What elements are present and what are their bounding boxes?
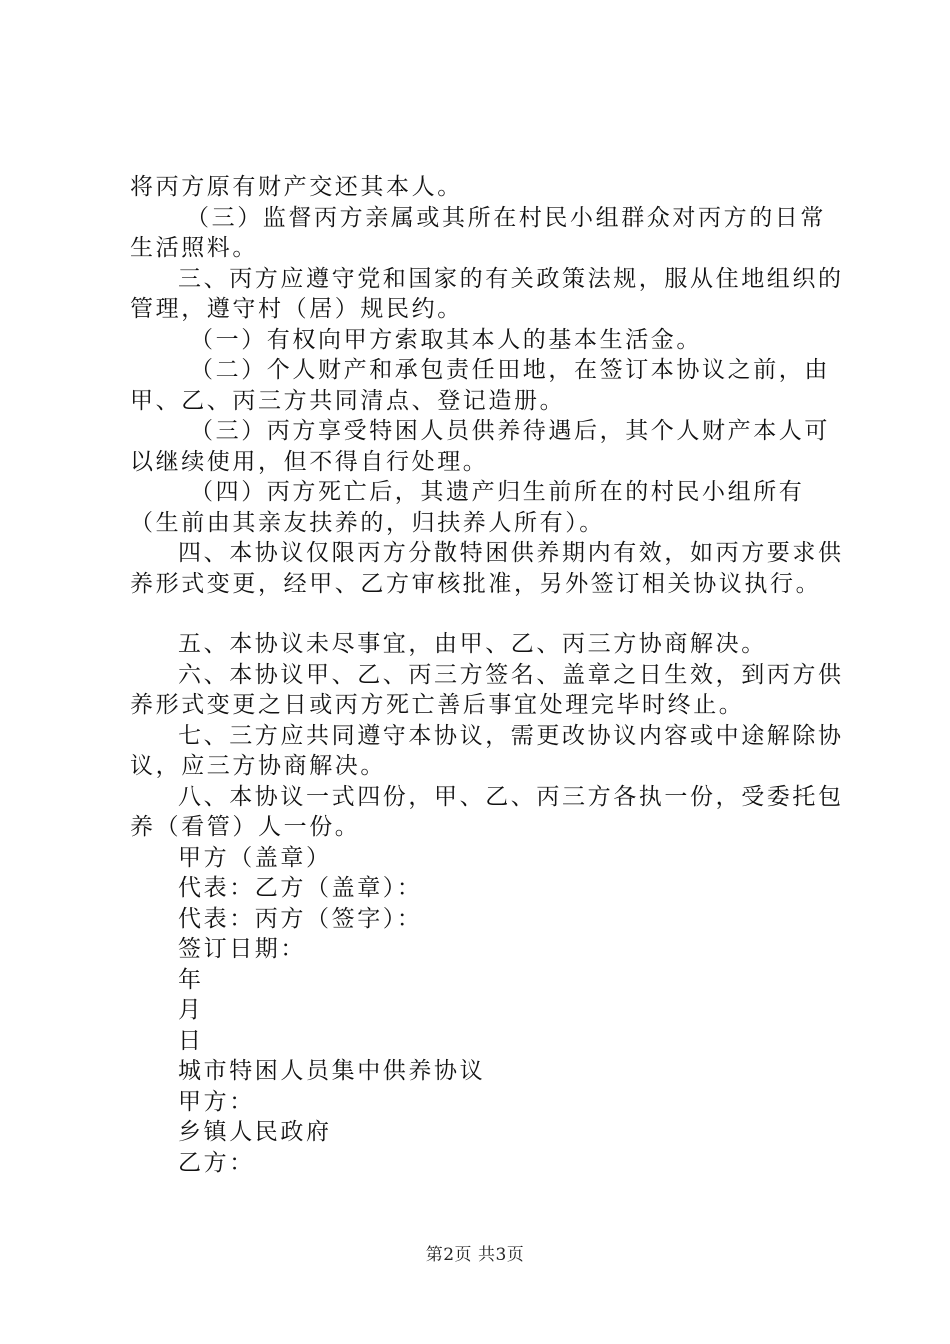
date-year: 年 <box>178 966 204 993</box>
paragraph-clause-2-3: （三）监督丙方亲属或其所在村民小组群众对丙方的日常生活照料。 <box>130 204 826 261</box>
document-body <box>130 172 850 1178</box>
signature-party-a: 甲方（盖章） <box>178 844 332 871</box>
page-number-footer: 第2页 共3页 <box>425 1245 525 1265</box>
paragraph-clause-7: 七、三方应共同遵守本协议，需更改协议内容或中途解除协议，应三方协商解决。 <box>130 722 844 779</box>
signature-party-c: 代表：丙方（签字）： <box>178 905 423 932</box>
paragraph-clause-3-4: （四）丙方死亡后，其遗产归生前所在的村民小组所有（生前由其亲友扶养的，归扶养人所有）。 <box>130 479 805 536</box>
signing-date-label: 签订日期： <box>178 936 306 962</box>
date-day: 日 <box>178 1027 204 1054</box>
paragraph-clause-8: 八、本协议一式四份，甲、乙、丙三方各执一份，受委托包养（看管）人一份。 <box>130 783 844 840</box>
paragraph-clause-3-2: （二）个人财产和承包责任田地，在签订本协议之前，由甲、乙、丙三方共同清点、登记造册。 <box>130 357 830 414</box>
paragraph-clause-3: 三、丙方应遵守党和国家的有关政策法规，服从住地组织的管理，遵守村（居）规民约。 <box>130 265 844 322</box>
next-agreement-title: 城市特困人员集中供养协议 <box>178 1058 486 1084</box>
paragraph-clause-6: 六、本协议甲、乙、丙三方签名、盖章之日生效，到丙方供养形式变更之日或丙方死亡善后事宜处理完毕时终止。 <box>130 661 844 718</box>
paragraph-clause-3-3: （三）丙方享受特困人员供养待遇后，其个人财产本人可以继续使用，但不得自行处理。 <box>130 418 830 475</box>
paragraph-clause-5: 五、本协议未尽事宜，由甲、乙、丙三方协商解决。 <box>178 631 767 657</box>
next-party-b-label: 乙方： <box>178 1149 255 1176</box>
paragraph-clause-3-1: （一）有权向甲方索取其本人的基本生活金。 <box>190 326 702 353</box>
date-month: 月 <box>178 997 204 1023</box>
next-party-a-name: 乡镇人民政府 <box>178 1119 332 1145</box>
paragraph-clause-4: 四、本协议仅限丙方分散特困供养期内有效，如丙方要求供养形式变更，经甲、乙方审核批准，另外签订相关协议执行。 <box>130 540 844 597</box>
signature-party-b: 代表：乙方（盖章）： <box>178 875 423 901</box>
paragraph-gap <box>130 599 850 629</box>
next-party-a-label: 甲方： <box>178 1088 255 1115</box>
paragraph-continued: 将丙方原有财产交还其本人。 <box>130 174 463 200</box>
